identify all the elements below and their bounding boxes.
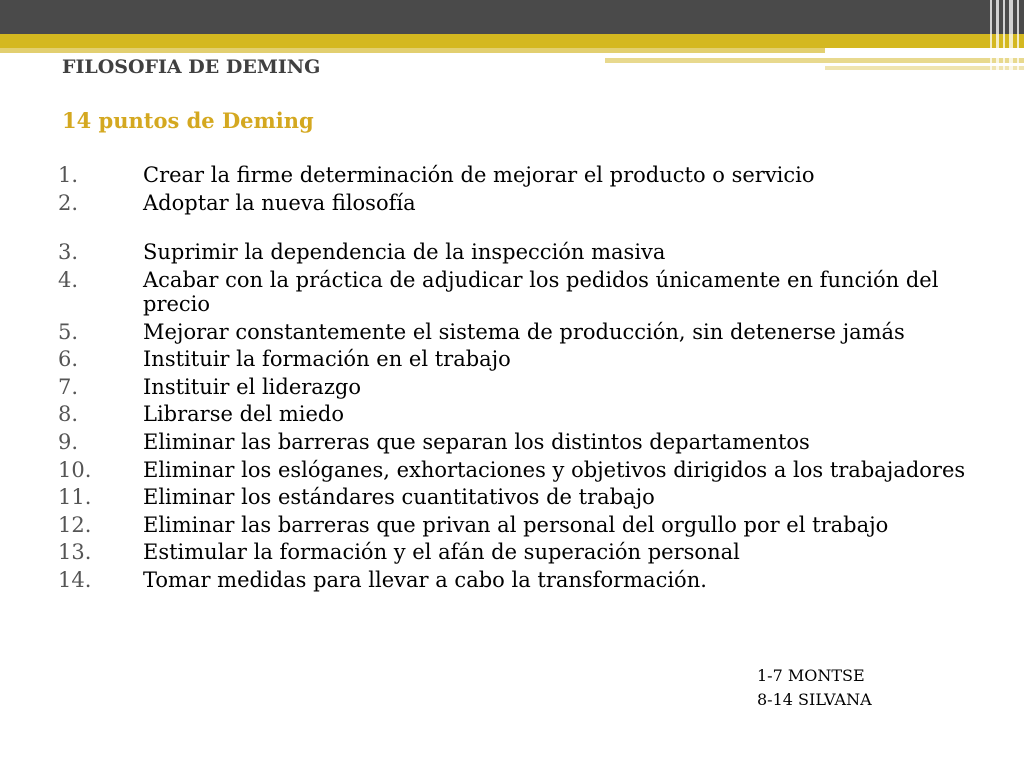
item-text: Suprimir la dependencia de la inspección masiva: [143, 240, 666, 264]
item-number: 7.: [58, 375, 79, 399]
slide-heading: FILOSOFIA DE DEMING: [62, 56, 321, 78]
item-number: 12.: [58, 513, 92, 537]
accent-stripe-right: [605, 58, 1024, 63]
item-text: Eliminar las barreras que privan al personal del orgullo por el trabajo: [143, 513, 889, 537]
item-number: 6.: [58, 347, 79, 371]
credit-line: 1-7 MONTSE: [757, 666, 865, 685]
item-number: 3.: [58, 240, 79, 264]
accent-stripe: [0, 34, 1024, 48]
item-number: 1.: [58, 163, 79, 187]
item-number: 11.: [58, 485, 92, 509]
item-text: Eliminar los estándares cuantitativos de trabajo: [143, 485, 655, 509]
item-text: Librarse del miedo: [143, 402, 344, 426]
item-number: 4.: [58, 268, 79, 292]
item-number: 10.: [58, 458, 92, 482]
credit-line: 8-14 SILVANA: [757, 690, 872, 709]
item-number: 2.: [58, 191, 79, 215]
item-text: Tomar medidas para llevar a cabo la transformación.: [143, 568, 707, 592]
slide-subtitle: 14 puntos de Deming: [62, 108, 314, 133]
item-number: 9.: [58, 430, 79, 454]
header-bar: [0, 0, 1024, 34]
item-text: Adoptar la nueva filosofía: [143, 191, 416, 215]
item-text: Instituir el liderazgo: [143, 375, 361, 399]
credits: [757, 664, 872, 712]
item-number: 13.: [58, 540, 92, 564]
item-text: Acabar con la práctica de adjudicar los pedidos únicamente en función del precio: [143, 268, 939, 316]
item-text: Instituir la formación en el trabajo: [143, 347, 511, 371]
item-number: 5.: [58, 320, 79, 344]
item-number: 14.: [58, 568, 92, 592]
item-number: 8.: [58, 402, 79, 426]
item-text: Eliminar las barreras que separan los distintos departamentos: [143, 430, 810, 454]
item-text: Estimular la formación y el afán de superación personal: [143, 540, 740, 564]
item-text: Eliminar los eslóganes, exhortaciones y objetivos dirigidos a los trabajadores: [143, 458, 966, 482]
item-text: Mejorar constantemente el sistema de producción, sin detenerse jamás: [143, 320, 905, 344]
decorative-lines: [984, 0, 1024, 70]
accent-stripe-thin: [0, 48, 825, 53]
item-text: Crear la firme determinación de mejorar el producto o servicio: [143, 163, 815, 187]
